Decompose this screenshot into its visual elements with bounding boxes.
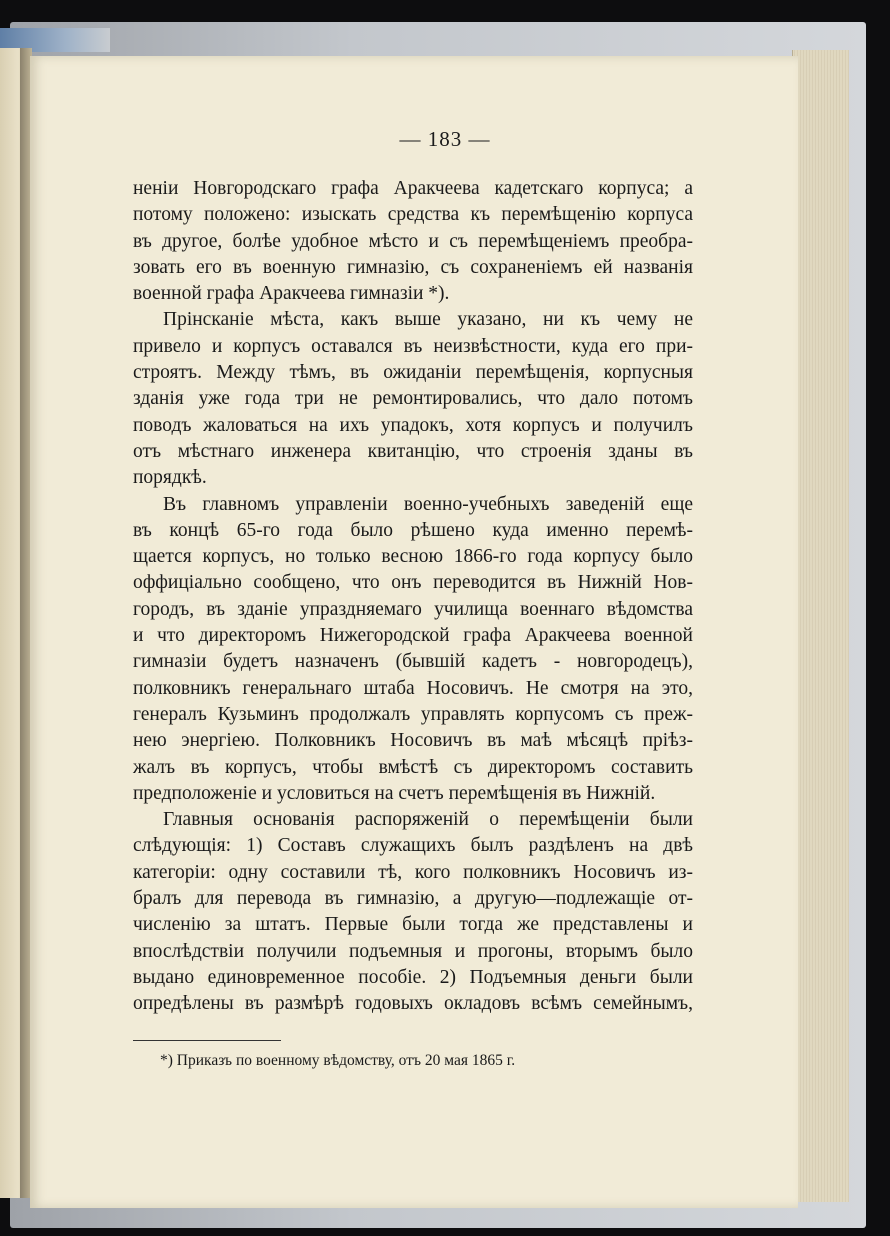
text-line: жалъ въ корпусъ, чтобы вмѣстѣ съ директоромъ составить [133,756,693,778]
text-line: численію за штатъ. Первые были тогда же представлены и [133,914,693,936]
text-line: порядкѣ. [133,467,207,489]
text-line: предположеніе и условиться на счетъ перемѣщенія въ Нижній. [133,782,656,804]
text-line: нею энергіею. Полковникъ Носовичъ въ маѣ мѣсяцѣ пріѣз- [133,730,693,752]
footnote: *) Приказъ по военному вѣдомству, отъ 20 мая 1865 г. [160,1052,516,1069]
text-line: поводъ жаловаться на ихъ упадокъ, хотя корпусъ и получилъ [133,414,693,436]
body-text [133,176,693,1018]
text-line: въ другое, болѣе удобное мѣсто и съ перемѣщеніемъ преобра- [133,230,693,252]
text-line: отъ мѣстнаго инженера квитанцію, что строенія зданы въ [133,440,693,462]
text-line: щается корпусъ, но только весною 1866-го года корпусу было [133,546,693,568]
text-line: слѣдующія: 1) Составъ служащихъ былъ раздѣленъ на двѣ [133,835,693,857]
page-number-header: — 183 — [399,127,491,151]
text-line: Прінсканіе мѣста, какъ выше указано, ни къ чему не [163,309,693,331]
text-line: Въ главномъ управленіи военно-учебныхъ заведеній еще [163,493,693,515]
text-line: бралъ для перевода въ гимназію, а другую—подлежащіе от- [133,888,693,910]
text-line: впослѣдствіи получили подъемныя и прогоны, вторымъ было [133,940,693,962]
text-line: зданія уже года три не ремонтировались, что дало потомъ [133,388,693,410]
text-line: опредѣлены въ размѣрѣ годовыхъ окладовъ всѣмъ семейнымъ, [133,993,693,1015]
text-line: Главныя основанія распоряженій о перемѣщеніи были [163,809,693,831]
text-line: выдано единовременное пособіе. 2) Подъемныя деньги были [133,966,693,988]
footnote-rule [133,1040,281,1041]
text-line: гимназіи будетъ назначенъ (бывшій кадетъ - новгородецъ), [133,651,693,673]
text-line: военной графа Аракчеева гимназіи *). [133,283,450,305]
text-line: генералъ Кузьминъ продолжалъ управлять корпусомъ съ преж- [133,703,693,725]
text-line: городъ, въ зданіе упраздняемаго училища военнаго вѣдомства [133,598,693,620]
text-line: неніи Новгородскаго графа Аракчеева кадетскаго корпуса; а [133,178,693,199]
text-line: зовать его въ военную гимназію, съ сохраненіемъ ей названія [133,256,693,278]
text-line: полковникъ генеральнаго штаба Носовичъ. Не смотря на это, [133,677,693,699]
text-line: привело и корпусъ оставался въ неизвѣстности, куда его при- [133,335,693,357]
text-line: потому положено: изыскать средства къ перемѣщенію корпуса [133,204,693,226]
text-line: строятъ. Между тѣмъ, въ ожиданіи перемѣщенія, корпусныя [133,362,693,384]
text-line: и что директоромъ Нижегородской графа Аракчеева военной [133,625,693,647]
text-line: категоріи: одну составили тѣ, кого полковникъ Носовичъ из- [133,861,693,883]
text-line: въ концѣ 65-го года было рѣшено куда именно перемѣ- [133,519,693,541]
text-line: оффиціально сообщено, что онъ переводится въ Нижній Нов- [133,572,693,594]
page-edges [792,50,849,1202]
